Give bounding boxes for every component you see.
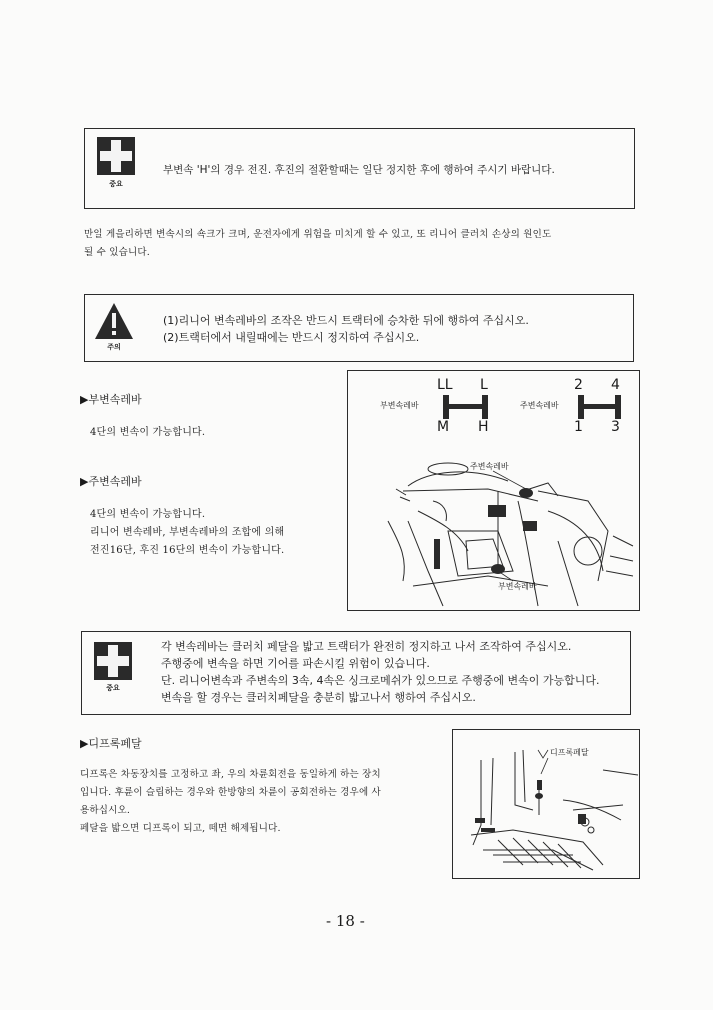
callout-sub-shift: 부변속레바 — [498, 582, 537, 591]
paragraph-line: 만일 게을리하면 변속시의 쇽크가 크며, 운전자에게 위험을 미치게 할 수 있고, 또 리니어 클러치 손상의 원인도 — [84, 229, 552, 240]
paragraph-line: 될 수 있습니다. — [84, 247, 150, 258]
paragraph-line: 리니어 변속레바, 부변속레바의 조합에 의해 — [90, 527, 285, 538]
caution-icon-label: 주의 — [107, 343, 121, 351]
diff-lock-figure — [452, 729, 640, 879]
main-shift-text — [90, 506, 284, 560]
important-icon-label: 중요 — [109, 180, 123, 188]
sub-shift-pattern-label: 부변속레바 — [380, 401, 419, 410]
paragraph-line: 4단의 변속이 가능합니다. — [90, 509, 206, 520]
important-shift-line-3: 단. 리니어변속과 주변속의 3속, 4속은 싱크로메쉬가 있으므로 주행중에 변속이 가능합니다. — [161, 674, 600, 687]
page-number: - 18 - — [326, 912, 365, 930]
gear-l-label: L — [480, 377, 488, 393]
important-shift-line-4: 변속을 할 경우는 클러치페달을 충분히 밟고나서 행하여 주십시오. — [161, 691, 476, 704]
main-shift-pattern-label: 주변속레바 — [520, 401, 559, 410]
paragraph-line: 페달을 밟으면 디프록이 되고, 떼면 해제됩니다. — [80, 823, 281, 834]
callout-main-shift: 주변속레바 — [470, 462, 509, 471]
important-shift-notice-box — [81, 631, 631, 715]
gear-4-label: 4 — [611, 377, 620, 393]
important-notice-text: 부변속 'H'의 경우 전진. 후진의 절환할때는 일단 정지한 후에 행하여 주시기 바랍니다. — [163, 164, 555, 176]
gear-m-label: M — [437, 419, 450, 435]
shift-pattern-drawing — [348, 371, 641, 612]
paragraph-line: 입니다. 후륜이 슬립하는 경우와 한방향의 차륜이 공회전하는 경우에 사 — [80, 787, 381, 798]
gear-1-label: 1 — [574, 419, 583, 435]
important-icon — [94, 642, 132, 680]
sub-shift-text: 4단의 변속이 가능합니다. — [90, 427, 206, 438]
section-heading-diff-lock: ▶디프록페달 — [80, 737, 142, 750]
section-heading-sub-shift: ▶부변속레바 — [80, 393, 142, 406]
warning-paragraph — [84, 226, 644, 262]
diff-lock-drawing — [453, 730, 641, 880]
warning-triangle-icon — [93, 301, 135, 341]
important-shift-line-2: 주행중에 변속을 하면 기어를 파손시킬 위험이 있습니다. — [161, 657, 430, 670]
gear-ll-label: LL — [437, 377, 453, 393]
important-shift-line-1: 각 변속레바는 클러치 페달을 밟고 트랙터가 완전히 정지하고 나서 조작하여 주십시오. — [161, 640, 572, 653]
section-heading-main-shift: ▶주변속레바 — [80, 475, 142, 488]
gear-3-label: 3 — [611, 419, 620, 435]
caution-line-2: (2)트랙터에서 내릴때에는 반드시 정지하여 주십시오. — [163, 331, 420, 344]
shift-lever-figure — [347, 370, 640, 611]
paragraph-line: 전진16단, 후진 16단의 변속이 가능합니다. — [90, 545, 285, 556]
important-icon — [97, 137, 135, 175]
caution-line-1: (1)리니어 변속레바의 조작은 반드시 트랙터에 승차한 뒤에 행하여 주십시오. — [163, 314, 529, 327]
important-icon-label: 중요 — [106, 684, 120, 692]
caution-notice-box — [84, 294, 634, 362]
diff-lock-text — [80, 766, 381, 838]
important-notice-box — [84, 128, 635, 209]
paragraph-line: 디프록은 차동장치를 고정하고 좌, 우의 차륜회전을 동일하게 하는 장치 — [80, 769, 381, 780]
paragraph-line: 용하십시오. — [80, 805, 131, 816]
callout-diff-lock: 디프록페달 — [550, 748, 589, 757]
gear-h-label: H — [478, 419, 489, 435]
gear-2-label: 2 — [574, 377, 583, 393]
